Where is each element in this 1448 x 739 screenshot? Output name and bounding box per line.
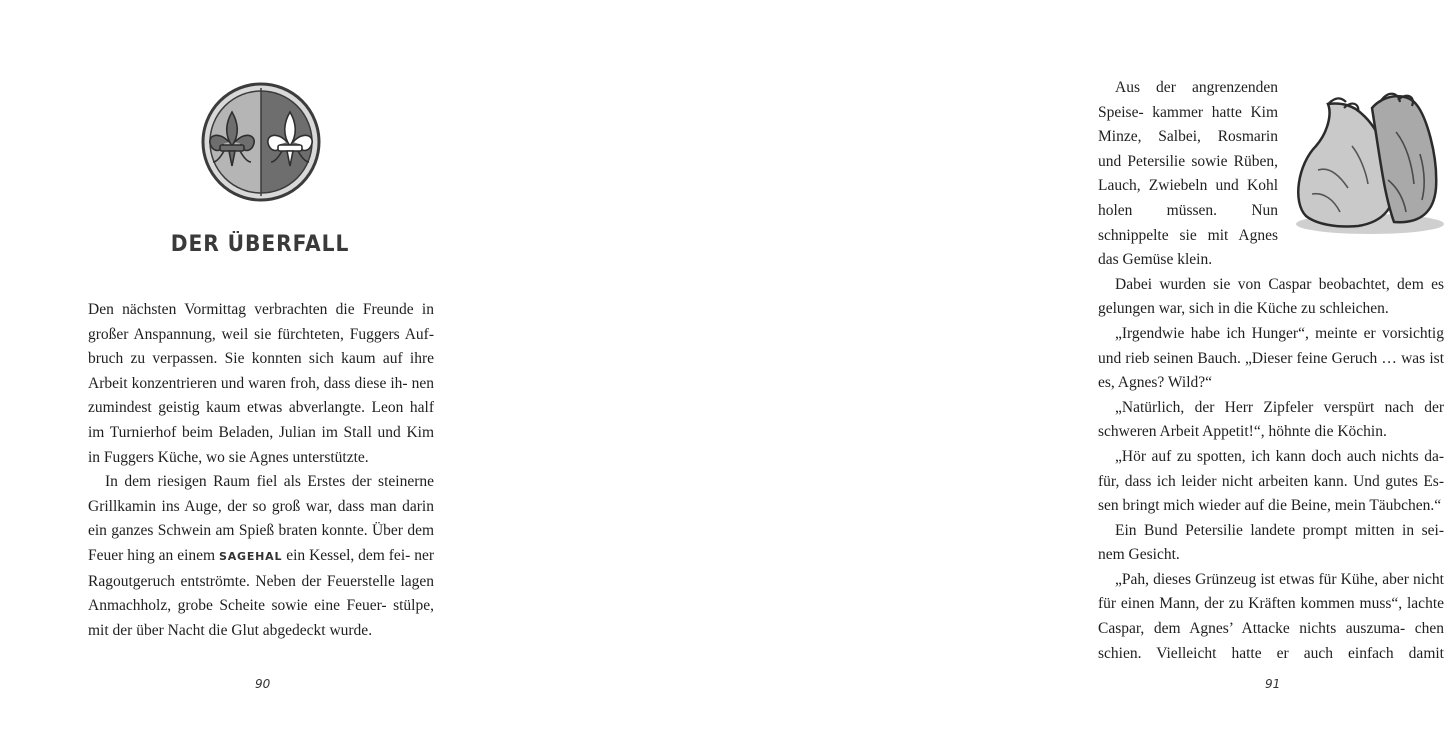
paragraph [1098, 273, 1444, 322]
text-line: und Kohl holen müssen. [1098, 177, 1278, 219]
fleur-de-lis-shield-icon [199, 80, 323, 204]
paragraph [1098, 568, 1444, 666]
text-line: sowie Rüben, Lauch, Zwiebeln [1098, 152, 1278, 195]
text-line: lagen Anmachholz, grobe Scheite sowie eine Feuer- [88, 572, 435, 615]
paragraph [88, 298, 434, 470]
text-line: Agnes das Gemüse klein. [1098, 226, 1278, 269]
text-line: Dabei wurden sie von Caspar beobachtet, dem es [1115, 275, 1444, 293]
text-line: ein ganzes Schwein am Spieß braten konnte. Über [88, 522, 403, 540]
text-line: stülpe, mit der über Nacht die Glut abgedeckt wurde. [88, 597, 434, 639]
text-line: für, dass ich leider nicht arbeiten kann. Und gutes Es- [1098, 472, 1444, 490]
right-body-text [1098, 76, 1444, 666]
text-line: Salbei, Rosmarin und Petersilie [1098, 128, 1278, 170]
paragraph [88, 470, 434, 643]
text-line: Ein Bund Petersilie landete prompt mitten in sei- [1115, 521, 1444, 539]
text-line: es, Agnes? Wild?“ [1098, 374, 1213, 392]
text-line: nicht für einen Mann, der zu Kräften kommen muss“, [1098, 570, 1444, 613]
text-line: Grillkamin ins Auge, der so groß war, dass man darin [88, 497, 434, 515]
paragraph [1098, 396, 1444, 445]
text-line: In dem riesigen Raum fiel als Erstes der steinerne [105, 473, 434, 491]
text-line: ner Ragoutgeruch entströmte. Neben der Feuerstelle [88, 546, 434, 590]
text-line: „Hör auf zu spotten, ich kann doch auch nichts da- [1115, 447, 1444, 465]
left-page [0, 0, 510, 739]
text-line: bruch zu verpassen. Sie konnten sich kaum auf ihre [88, 350, 434, 368]
herb-sacks-icon [1288, 84, 1448, 244]
text-line: Aus der angrenzenden Speise- [1098, 79, 1278, 121]
text-line: dem Feuer hing an einem [88, 522, 434, 564]
glossary-term: SAGEHAL [219, 549, 283, 563]
text-line: Kim in Fuggers Küche, wo sie Agnes unterstützte. [88, 423, 435, 466]
left-body-text [88, 298, 434, 643]
text-line: nen zumindest geistig kaum etwas abverlangte. Leon [88, 374, 435, 417]
text-line: chen schien. Vielleicht hatte er auch einfach damit [1098, 620, 1445, 662]
text-line: und rieb seinen Bauch. „Dieser feine Geruch … was ist [1098, 349, 1444, 367]
text-line: Nun schnippelte sie mit [1098, 201, 1279, 244]
text-line: großer Anspannung, weil sie fürchteten, Fuggers Auf- [88, 325, 434, 343]
text-line: lachte Caspar, dem Agnes’ Attacke nichts auszuma- [1098, 595, 1445, 638]
text-line: sen bringt mich wieder auf die Beine, mein Täubchen.“ [1098, 497, 1442, 515]
text-line: „Natürlich, der Herr Zipfeler verspürt nach der [1115, 398, 1444, 416]
page-number: 90 [255, 677, 271, 691]
paragraph [1098, 322, 1444, 396]
text-line: schweren Arbeit Appetit!“, höhnte die Köchin. [1098, 423, 1387, 441]
text-line: „Pah, dieses Grünzeug ist etwas für Kühe, aber [1115, 570, 1409, 588]
text-line: kammer hatte Kim Minze, [1098, 103, 1279, 146]
text-line: ein Kessel, dem fei- [282, 546, 411, 564]
text-line: gelungen war, sich in die Küche zu schleichen. [1098, 300, 1389, 318]
text-line: „Irgendwie habe ich Hunger“, meinte er vorsichtig [1115, 324, 1444, 342]
text-line: Arbeit konzentrieren und waren froh, dass diese ih- [88, 374, 408, 392]
chapter-title: DER ÜBERFALL [170, 232, 350, 257]
paragraph [1098, 445, 1444, 519]
page-number: 91 [1265, 677, 1281, 691]
text-line: half im Turnierhof beim Beladen, Julian im Stall und [88, 399, 434, 441]
text-line: nem Gesicht. [1098, 546, 1180, 564]
right-page [510, 0, 1445, 739]
paragraph [1098, 519, 1444, 568]
text-line: Den nächsten Vormittag verbrachten die Freunde in [88, 301, 434, 318]
